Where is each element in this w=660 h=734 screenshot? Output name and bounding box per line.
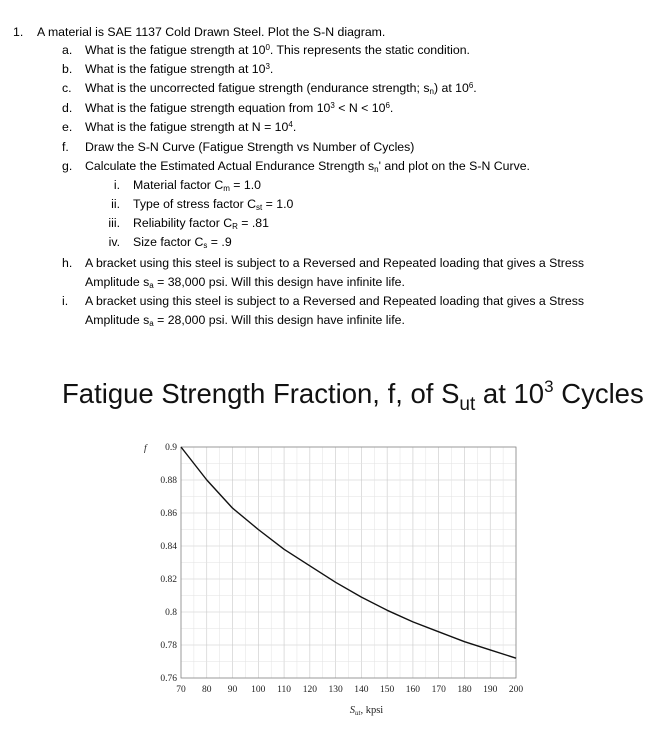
item-label: d.: [62, 101, 73, 115]
x-tick-label: 130: [328, 685, 343, 695]
x-tick-label: 140: [354, 685, 369, 695]
x-tick-label: 190: [483, 685, 498, 695]
item-i-line1: A bracket using this steel is subject to a Reversed and Repeated loading that gives a Stress: [85, 294, 584, 308]
item-text: What is the fatigue strength equation from $10^3 < N < 10^6$.: [85, 101, 394, 115]
y-tick-label: 0.86: [160, 509, 177, 519]
x-tick-label: 80: [202, 685, 212, 695]
factor-text: Reliability factor $C_R = .81$: [133, 216, 269, 231]
fatigue-fraction-chart: [0, 434, 660, 734]
item-label: g.: [62, 159, 73, 173]
item-label: f.: [62, 140, 69, 154]
factor-text: Size factor $C_s = .9$: [133, 235, 232, 250]
x-tick-label: 200: [508, 685, 524, 695]
y-axis-label: f: [144, 444, 147, 454]
y-tick-label: 0.78: [160, 641, 177, 651]
item-h-line2: Amplitude $s_a = 38,000$ psi. Will this design have infinite life.: [85, 275, 405, 290]
factor-label: iii.: [108, 216, 120, 230]
factor-text: Type of stress factor $C_{st} = 1.0$: [133, 197, 294, 212]
factor-label: iv.: [108, 235, 120, 249]
item-i-line2: Amplitude $s_a = 28,000$ psi. Will this design have infinite life.: [85, 313, 405, 328]
item-label: e.: [62, 120, 73, 134]
item-text: What is the uncorrected fatigue strength (endurance strength; $s_n$) at $10^6$.: [85, 81, 477, 96]
item-h-line1: A bracket using this steel is subject to a Reversed and Repeated loading that gives a Stress: [85, 256, 584, 270]
x-tick-label: 150: [380, 685, 395, 695]
y-tick-label: 0.84: [160, 542, 177, 552]
item-label: a.: [62, 43, 73, 57]
x-tick-label: 100: [251, 685, 266, 695]
item-label: b.: [62, 62, 73, 76]
problem-intro: A material is SAE 1137 Cold Drawn Steel. Plot the S-N diagram.: [37, 25, 386, 39]
y-tick-label: 0.9: [165, 443, 177, 453]
item-i-label: i.: [62, 294, 69, 308]
y-tick-label: 0.8: [165, 608, 177, 618]
problem-number: 1.: [13, 25, 24, 39]
item-text: What is the fatigue strength at $N = 10^4$.: [85, 120, 297, 134]
factor-text: Material factor $C_m = 1.0$: [133, 178, 261, 193]
item-text: What is the fatigue strength at $10^0$. This represents the static condition.: [85, 43, 470, 57]
y-tick-label: 0.82: [160, 575, 177, 585]
x-tick-label: 90: [227, 685, 238, 695]
item-label: c.: [62, 81, 72, 95]
x-tick-label: 70: [176, 685, 186, 695]
x-tick-label: 120: [302, 685, 317, 695]
item-text: What is the fatigue strength at $10^3$.: [85, 62, 274, 76]
factor-label: ii.: [111, 197, 120, 211]
item-text: Calculate the Estimated Actual Endurance Strength $s_n'$ and plot on the S-N Curve.: [85, 159, 530, 174]
y-tick-label: 0.88: [160, 476, 177, 486]
item-text: Draw the S-N Curve (Fatigue Strength vs Number of Cycles): [85, 140, 415, 154]
item-h-label: h.: [62, 256, 73, 270]
x-tick-label: 180: [457, 685, 472, 695]
x-tick-label: 170: [431, 685, 446, 695]
x-tick-label: 160: [405, 685, 421, 695]
chart-title: Fatigue Strength Fraction, f, of $S_{ut}$ at $10^3$ Cycles: [62, 377, 644, 415]
x-axis-label: Sut, kpsi: [349, 705, 384, 717]
y-tick-label: 0.76: [160, 674, 177, 684]
factor-label: i.: [113, 178, 120, 192]
x-tick-label: 110: [277, 685, 292, 695]
